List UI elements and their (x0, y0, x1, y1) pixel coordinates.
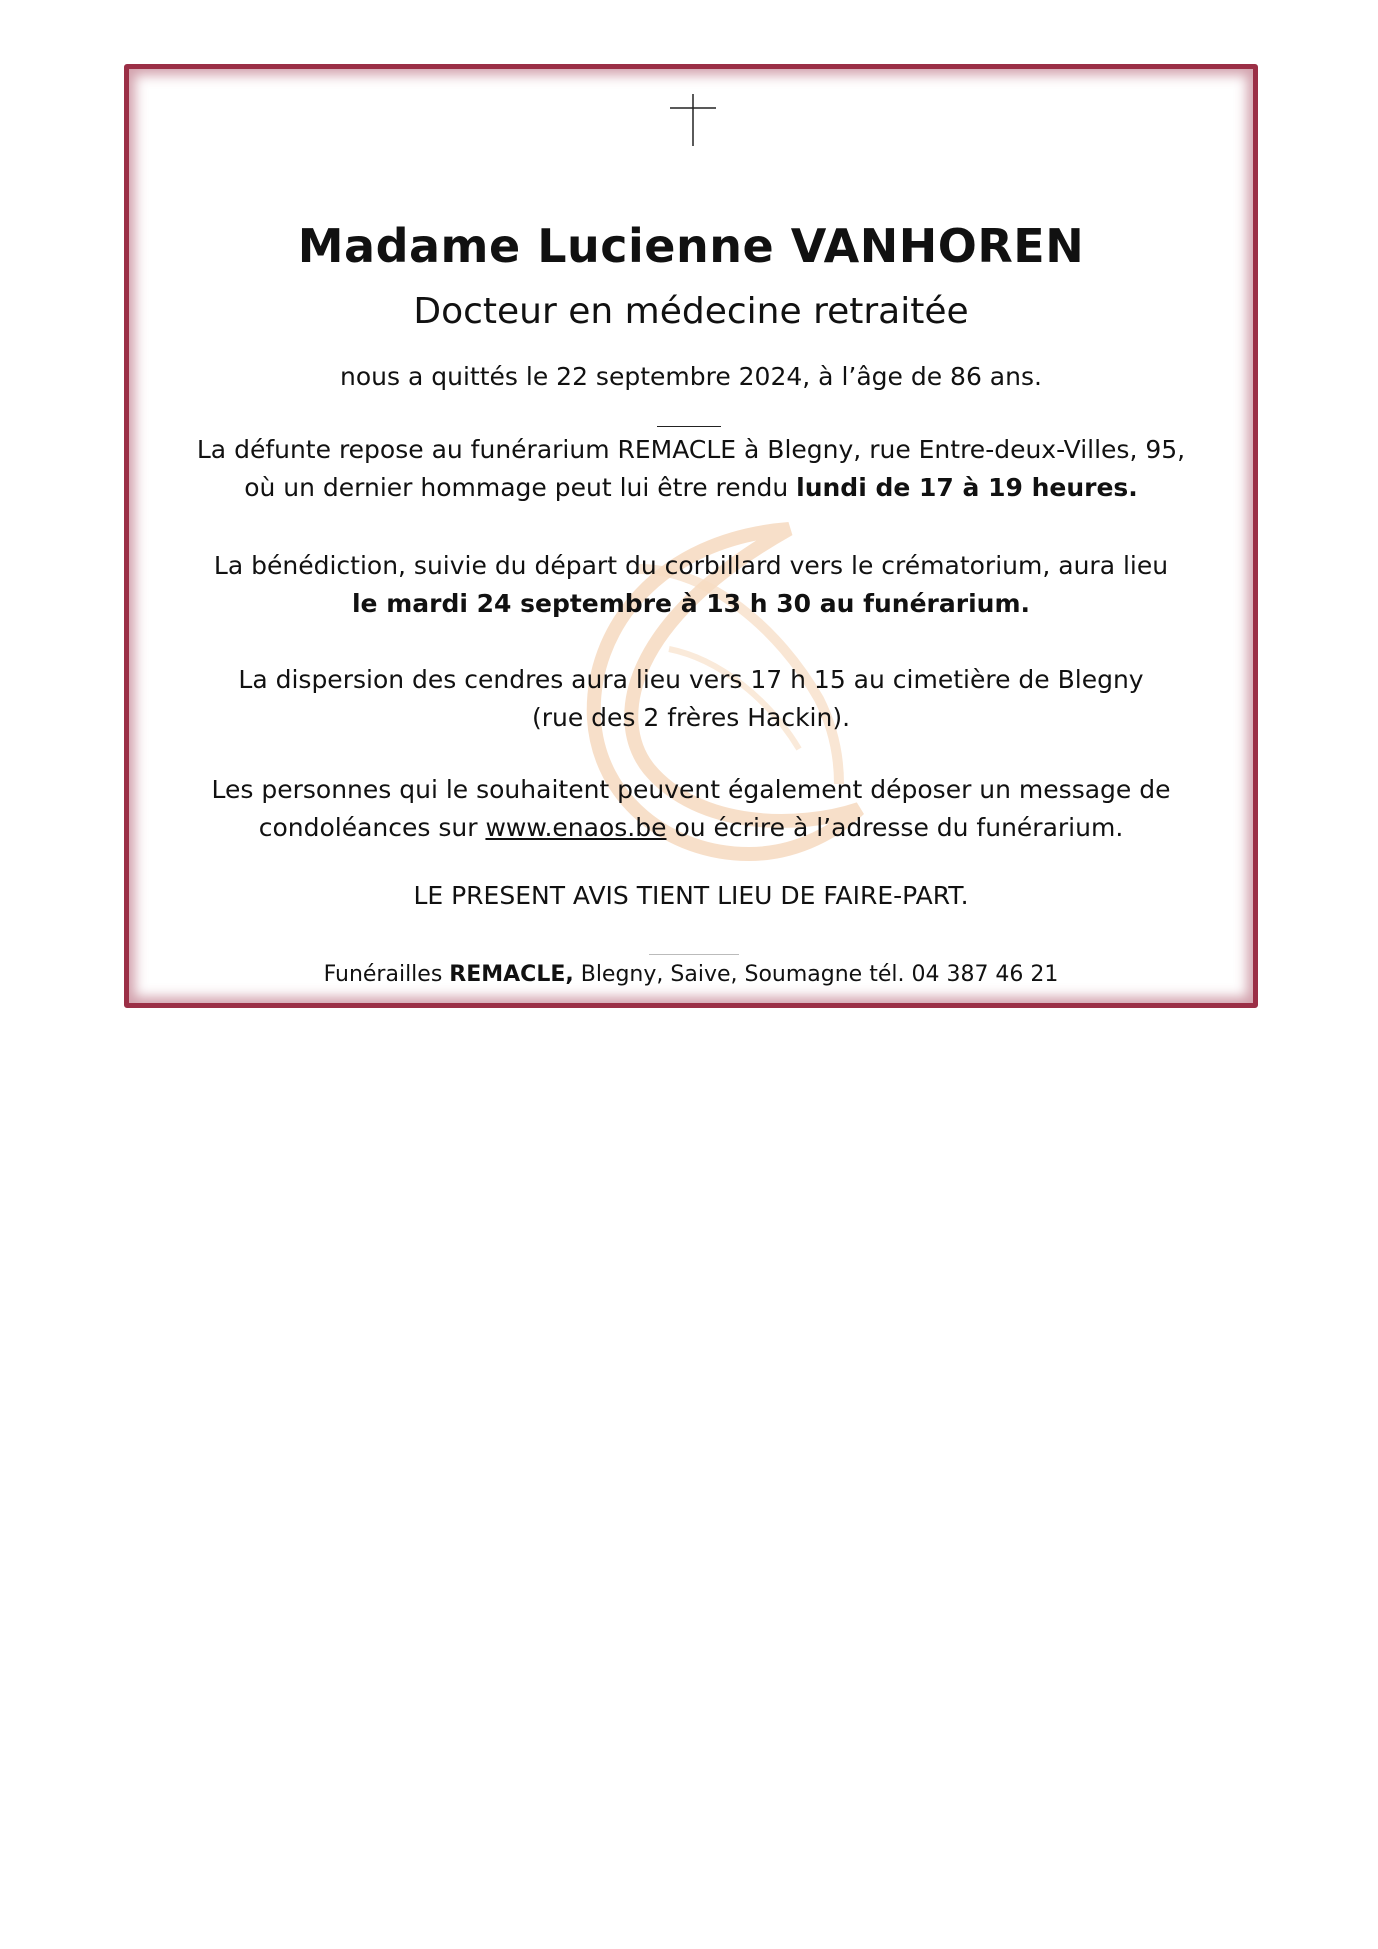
notice-content (129, 69, 1253, 1003)
deceased-name: Madame Lucienne VANHOREN (297, 219, 1085, 273)
condolences-text-pre: condoléances sur (258, 813, 486, 842)
visitation-time: lundi de 17 à 19 heures. (796, 473, 1138, 502)
cross-icon (670, 94, 716, 146)
condolences-text-post: ou écrire à l’adresse du funérarium. (666, 813, 1124, 842)
condolences-line-1: Les personnes qui le souhaitent peuvent également déposer un message de (211, 775, 1171, 804)
repose-line-2 (129, 473, 1253, 502)
dispersion-line-2: (rue des 2 frères Hackin). (531, 703, 851, 732)
repose-line-2-text: où un dernier hommage peut lui être rendu (244, 473, 797, 502)
footer-separator (649, 954, 739, 955)
separator (657, 426, 721, 427)
enaos-link[interactable]: www.enaos.be (485, 813, 667, 842)
footer (129, 962, 1253, 987)
footer-contact: Blegny, Saive, Soumagne tél. 04 387 46 21 (573, 962, 1059, 987)
notice-frame (124, 64, 1258, 1008)
dispersion-line-1: La dispersion des cendres aura lieu vers 17 h 15 au cimetière de Blegny (238, 665, 1144, 694)
death-line: nous a quittés le 22 septembre 2024, à l’âge de 86 ans. (340, 362, 1042, 391)
benediction-line-1: La bénédiction, suivie du départ du corbillard vers le crématorium, aura lieu (213, 551, 1169, 580)
footer-company: REMACLE, (449, 962, 574, 987)
deceased-title: Docteur en médecine retraitée (413, 291, 969, 332)
faire-part-notice: LE PRESENT AVIS TIENT LIEU DE FAIRE-PART. (413, 881, 969, 910)
footer-prefix: Funérailles (323, 962, 450, 987)
condolences-line-2 (129, 813, 1253, 842)
repose-line-1: La défunte repose au funérarium REMACLE à Blegny, rue Entre-deux-Villes, 95, (196, 435, 1186, 464)
benediction-date: le mardi 24 septembre à 13 h 30 au funérarium. (351, 589, 1030, 618)
